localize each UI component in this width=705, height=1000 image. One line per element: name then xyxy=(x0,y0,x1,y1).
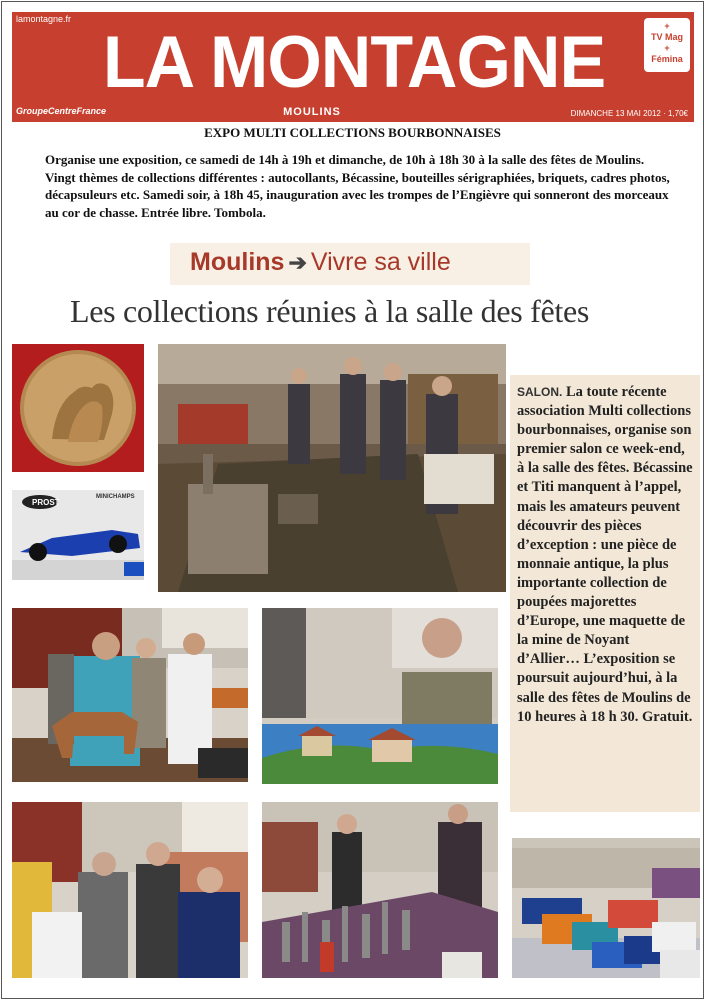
photo-model-car xyxy=(12,490,144,580)
section-name: Moulins xyxy=(190,248,285,276)
article-lead: SALON. xyxy=(517,385,563,399)
photo-visitors-dolls xyxy=(12,802,248,978)
photo-collection-table xyxy=(262,802,498,978)
newspaper-masthead xyxy=(12,12,694,122)
article-body xyxy=(517,383,695,727)
masthead-city: MOULINS xyxy=(283,106,341,118)
photo-coin-medal xyxy=(12,344,144,472)
photo-model-trucks xyxy=(512,838,700,978)
supplement-femina: Fémina xyxy=(651,54,683,64)
masthead-title: LA MONTAGNE xyxy=(102,21,606,103)
masthead-date-price: DIMANCHE 13 MAI 2012 · 1,70€ xyxy=(570,109,688,118)
model-car-brand: PROST xyxy=(32,498,60,507)
model-car-maker: MINICHAMPS xyxy=(96,494,135,500)
photo-exhibition-hall xyxy=(158,344,506,592)
masthead-group: GroupeCentreFrance xyxy=(16,106,107,116)
supplement-tvmag: TV Mag xyxy=(650,32,683,42)
photo-collectors-horse xyxy=(12,608,248,782)
section-label xyxy=(190,248,451,277)
photo-model-landscape xyxy=(262,608,498,784)
page-headline: EXPO MULTI COLLECTIONS BOURBONNAISES xyxy=(204,125,501,140)
clipping-title: Les collections réunies à la salle des fêtes xyxy=(70,293,590,329)
masthead-url: lamontagne.fr xyxy=(16,14,72,24)
arrow-right-icon: ➔ xyxy=(288,250,307,275)
article-text: La toute récente association Multi collections bourbonnaises, organise son premier salon ce week-end, à la salle des fêtes. Bécassine et Titi manquent à l’appel, mais les amateurs peuvent découvrir des pièces d’exception : une pièce de monnaie antique, la plus importante collection de poupées majorettes d’Europe, une maquette de la mine de Noyant d’Allier… L’exposition se poursuit aujourd’hui, à la salle des fêtes de Moulins de 10 heures à 18 h 30. Gratuit. xyxy=(517,384,693,725)
supplement-badge: + TV Mag + Fémina xyxy=(644,18,690,72)
intro-paragraph: Organise une exposition, ce samedi de 14h à 19h et dimanche, de 10h à 18h 30 à la salle des fêtes de Moulins. Vingt thèmes de collections différentes : autocollants, Bécassine, bouteilles sérigraphiées, briquets, cadres photos, décapsuleurs etc. Samedi soir, à 18h 45, inauguration avec les trompes de l’Engièvre qui sonneront des morceaux au cor de chasse. Entrée libre. Tombola. xyxy=(45,152,670,220)
subsection-name: Vivre sa ville xyxy=(310,248,451,276)
